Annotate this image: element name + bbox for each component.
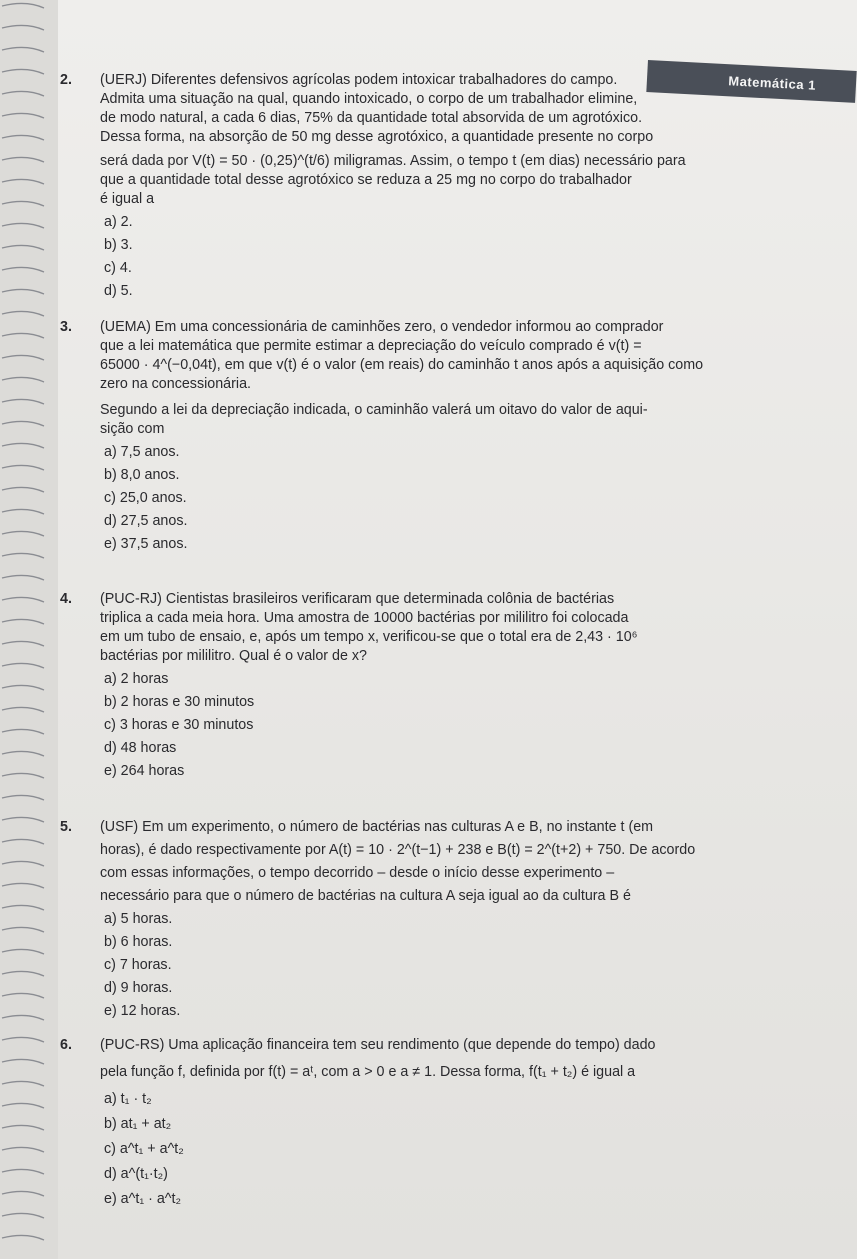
answer-option: c) 3 horas e 30 minutos — [104, 717, 254, 733]
question-line: (PUC-RS) Uma aplicação financeira tem seu rendimento (que depende do tempo) dado — [100, 1037, 656, 1053]
question-line: triplica a cada meia hora. Uma amostra de 10000 bactérias por mililitro foi colocada — [100, 610, 629, 626]
question-line: sição com — [100, 421, 165, 437]
answer-option: e) 264 horas — [104, 763, 185, 779]
answer-option: e) a^t₁ · a^t₂ — [104, 1191, 182, 1207]
question-line: que a lei matemática que permite estimar a depreciação do veículo comprado é v(t) = — [100, 338, 642, 354]
answer-option: d) 27,5 anos. — [104, 513, 188, 529]
question-line: bactérias por mililitro. Qual é o valor de x? — [100, 648, 367, 664]
answer-option: a) 2. — [104, 214, 133, 230]
question-5 — [60, 818, 695, 1025]
question-line: Segundo a lei da depreciação indicada, o caminhão valerá um oitavo do valor de aqui- — [100, 402, 648, 418]
question-line: é igual a — [100, 191, 155, 207]
question-number: 3. — [60, 319, 72, 335]
chapter-badge: Matemática 1 — [646, 60, 856, 103]
answer-option: b) 2 horas e 30 minutos — [104, 694, 255, 710]
question-line: pela função f, definida por f(t) = aᵗ, com a > 0 e a ≠ 1. Dessa forma, f(t₁ + t₂) é igual a — [100, 1064, 636, 1080]
answer-option: c) 4. — [104, 260, 132, 276]
answer-option: b) 8,0 anos. — [104, 467, 180, 483]
question-line: (UERJ) Diferentes defensivos agrícolas podem intoxicar trabalhadores do campo. — [100, 72, 618, 88]
answer-option: a) 7,5 anos. — [104, 444, 180, 460]
question-line: que a quantidade total desse agrotóxico se reduza a 25 mg no corpo do trabalhador — [100, 172, 632, 188]
question-line: (USF) Em um experimento, o número de bactérias nas culturas A e B, no instante t (em — [100, 819, 654, 835]
question-number: 6. — [60, 1037, 72, 1053]
answer-option: a) t₁ · t₂ — [104, 1091, 152, 1107]
question-4 — [60, 590, 638, 785]
question-line: em um tubo de ensaio, e, após um tempo x, verificou-se que o total era de 2,43 · 10⁶ — [100, 629, 638, 645]
answer-option: b) 6 horas. — [104, 934, 173, 950]
question-line: (PUC-RJ) Cientistas brasileiros verificaram que determinada colônia de bactérias — [100, 591, 615, 607]
question-number: 4. — [60, 591, 72, 607]
question-line: será dada por V(t) = 50 · (0,25)^(t/6) miligramas. Assim, o tempo t (em dias) necessário para — [100, 153, 686, 169]
question-line: de modo natural, a cada 6 dias, 75% da quantidade total absorvida de um agrotóxico. — [100, 110, 643, 126]
question-2 — [60, 71, 686, 305]
question-line: horas), é dado respectivamente por A(t) = 10 · 2^(t−1) + 238 e B(t) = 2^(t+2) + 750. De acordo — [100, 842, 696, 858]
question-line: Dessa forma, na absorção de 50 mg desse agrotóxico, a quantidade presente no corpo — [100, 129, 654, 145]
question-line: zero na concessionária. — [100, 376, 251, 392]
answer-option: b) 3. — [104, 237, 133, 253]
question-line: (UEMA) Em uma concessionária de caminhões zero, o vendedor informou ao comprador — [100, 319, 664, 335]
answer-option: e) 12 horas. — [104, 1003, 181, 1019]
answer-option: d) 48 horas — [104, 740, 177, 756]
question-6 — [60, 1036, 656, 1213]
question-line: necessário para que o número de bactérias na cultura A seja igual ao da cultura B é — [100, 888, 631, 904]
question-3 — [60, 318, 703, 558]
question-line: com essas informações, o tempo decorrido – desde o início desse experimento – — [100, 865, 615, 881]
notebook-spiral — [0, 0, 58, 1259]
answer-option: c) 25,0 anos. — [104, 490, 187, 506]
answer-option: d) 5. — [104, 283, 133, 299]
answer-option: a) 2 horas — [104, 671, 169, 687]
answer-option: d) a^(t₁·t₂) — [104, 1166, 168, 1182]
answer-option: e) 37,5 anos. — [104, 536, 188, 552]
answer-option: d) 9 horas. — [104, 980, 173, 996]
question-line: Admita uma situação na qual, quando intoxicado, o corpo de um trabalhador elimine, — [100, 91, 638, 107]
answer-option: c) a^t₁ + a^t₂ — [104, 1141, 184, 1157]
question-number: 2. — [60, 72, 72, 88]
answer-option: a) 5 horas. — [104, 911, 173, 927]
question-line: 65000 · 4^(−0,04t), em que v(t) é o valor (em reais) do caminhão t anos após a aquisição como — [100, 357, 704, 373]
question-number: 5. — [60, 819, 72, 835]
answer-option: b) at₁ + at₂ — [104, 1116, 172, 1132]
answer-option: c) 7 horas. — [104, 957, 172, 973]
